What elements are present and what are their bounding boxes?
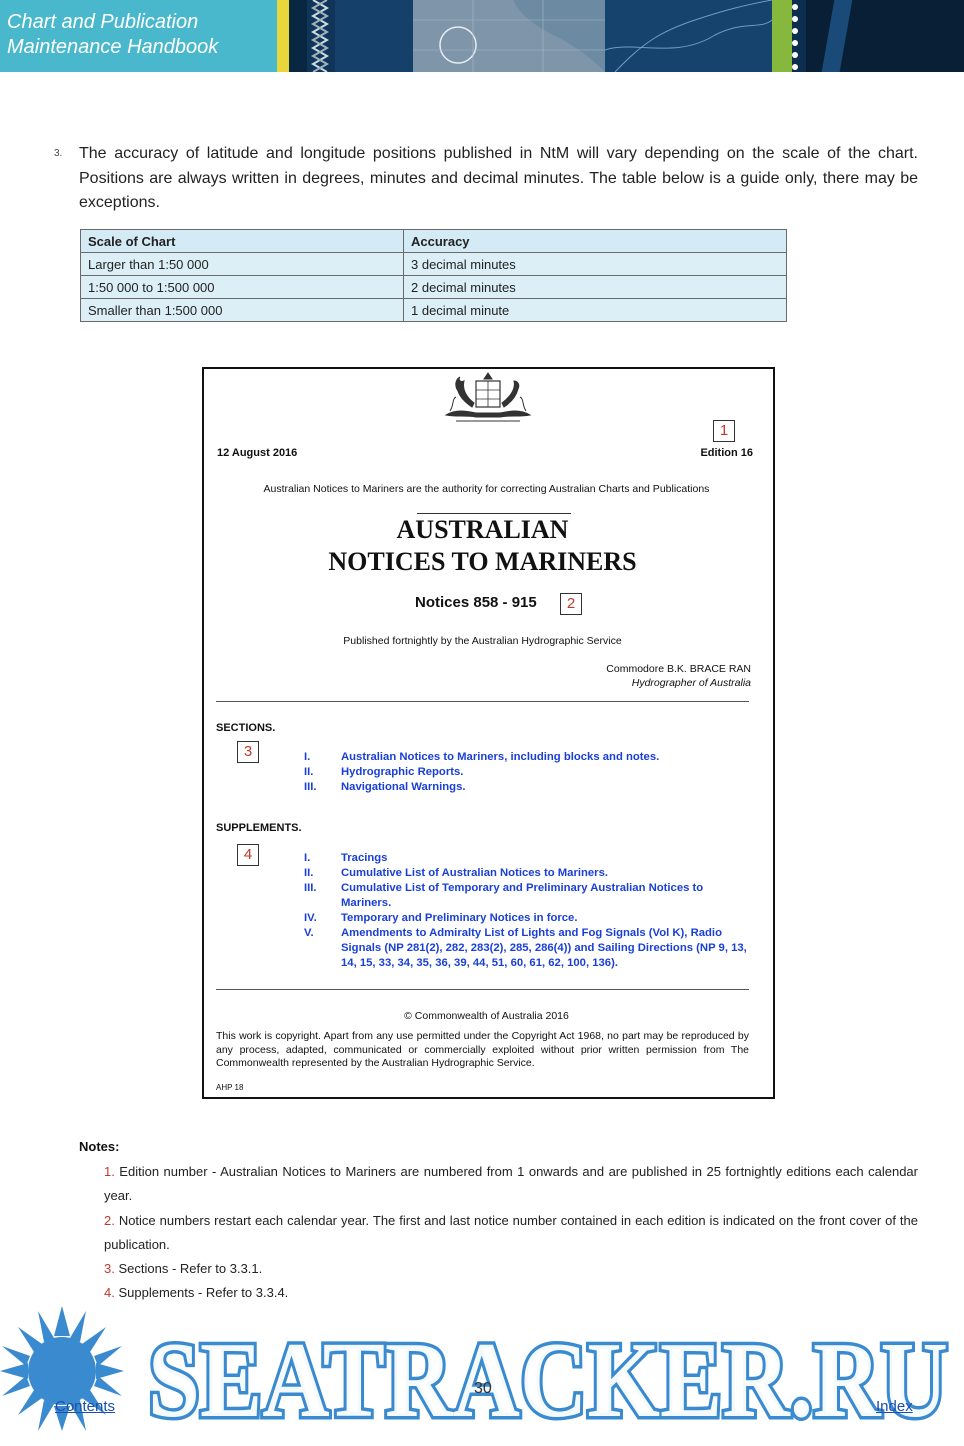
- marker-3: 3: [237, 741, 259, 763]
- seatracker-watermark: [0, 1306, 964, 1431]
- list-item-text: Tracings: [341, 852, 388, 864]
- banner-chart-image-2: [605, 0, 772, 72]
- marker-4: 4: [237, 844, 259, 866]
- list-item-text: Hydrographic Reports.: [341, 766, 464, 778]
- list-item[interactable]: [304, 911, 747, 926]
- banner-right-panel: [806, 0, 964, 72]
- cover-edition: Edition 16: [700, 447, 753, 459]
- table-row: [81, 299, 787, 322]
- list-item-number: V.: [304, 927, 314, 939]
- list-item-text: Navigational Warnings.: [341, 781, 466, 793]
- handbook-title: [7, 10, 218, 60]
- banner-dots: [792, 0, 806, 72]
- watermark-text-fill: SEATRACKER.RU: [148, 1321, 948, 1431]
- note-text: Edition number - Australian Notices to Mariners are numbered from 1 onwards and are published in 25 fortnightly editions each calendar year.: [104, 1164, 918, 1204]
- table-row: [81, 276, 787, 299]
- list-item[interactable]: [304, 765, 747, 780]
- table-header-cell: Accuracy: [404, 230, 787, 253]
- accuracy-paragraph: The accuracy of latitude and longitude positions published in NtM will vary depending on the scale of the chart. Positions are always written in degrees, minutes and decimal minutes. The table below is a guide only, there may be exceptions.: [79, 145, 918, 211]
- paragraph-number: 3.: [54, 148, 63, 159]
- cover-title-line2: NOTICES TO MARINERS: [328, 547, 637, 576]
- note-number: 3.: [104, 1261, 115, 1277]
- notes-list: [104, 1160, 918, 1306]
- note-text: Notice numbers restart each calendar year. The first and last notice number contained in each edition is indicated on the front cover of the publication.: [104, 1212, 918, 1252]
- list-item[interactable]: [304, 881, 747, 911]
- sections-heading: SECTIONS.: [216, 722, 276, 734]
- list-item[interactable]: [304, 750, 747, 765]
- note-number: 1.: [104, 1164, 115, 1179]
- divider: [216, 989, 749, 990]
- list-item[interactable]: [304, 866, 747, 881]
- list-item-text: Amendments to Admiralty List of Lights and Fog Signals (Vol K), Radio Signals (NP 281(2), 282, 283(2), 285, 286(4)) and Sailing Directions (NP 9, 13, 14, 15, 33, 34, 35, 36, 39, 44, 51, 60, 61, 62, 100, 136).: [341, 927, 747, 969]
- marker-2: 2: [560, 593, 582, 615]
- cover-date: 12 August 2016: [217, 447, 298, 459]
- cover-published-text: Published fortnightly by the Australian Hydrographic Service: [343, 635, 622, 647]
- list-item-number: I.: [304, 751, 311, 763]
- list-item-text: Temporary and Preliminary Notices in force.: [341, 912, 578, 924]
- table-cell: 2 decimal minutes: [404, 276, 787, 299]
- banner-rope-image: [307, 0, 335, 72]
- copyright-body: This work is copyright. Apart from any use permitted under the Copyright Act 1968, no part may be reproduced by any process, adapted, communicated or commercially exploited without prior written permission from The Commonwealth represented by the Australian Hydrographic Service.: [216, 1030, 749, 1069]
- hydrographer-title: Hydrographer of Australia: [631, 677, 751, 689]
- list-item-number: II.: [304, 867, 314, 879]
- copyright-title: © Commonwealth of Australia 2016: [404, 1010, 569, 1022]
- list-item-number: I.: [304, 852, 311, 864]
- note-text: Sections - Refer to 3.3.1.: [118, 1261, 263, 1277]
- note-text: Supplements - Refer to 3.3.4.: [118, 1285, 289, 1301]
- contents-link[interactable]: Contents: [55, 1398, 116, 1415]
- sections-list: [304, 750, 747, 795]
- list-item-text: Australian Notices to Mariners, including blocks and notes.: [341, 751, 660, 763]
- publication-code: AHP 18: [216, 1083, 244, 1092]
- cover-title-line1: AUSTRALIAN: [396, 515, 569, 544]
- watermark-text: SEATRACKER.RU: [148, 1321, 948, 1431]
- list-item-number: III.: [304, 781, 317, 793]
- commodore-name: Commodore B.K. BRACE RAN: [606, 663, 751, 675]
- cover-signatory: [606, 662, 751, 690]
- supplements-heading: SUPPLEMENTS.: [216, 822, 302, 834]
- table-cell: 1:50 000 to 1:500 000: [81, 276, 404, 299]
- note-number: 2.: [104, 1212, 115, 1228]
- banner-chart-image: [413, 0, 605, 72]
- marker-1: 1: [713, 420, 735, 442]
- divider: [417, 513, 571, 514]
- index-link[interactable]: Index: [876, 1398, 913, 1415]
- notes-heading: Notes:: [79, 1139, 120, 1154]
- table-header-cell: Scale of Chart: [81, 230, 404, 253]
- list-item-number: IV.: [304, 912, 317, 924]
- note-number: 4.: [104, 1285, 115, 1301]
- divider: [216, 701, 749, 702]
- supplements-list: [304, 851, 747, 971]
- list-item: [104, 1281, 918, 1305]
- accuracy-table: [80, 229, 787, 322]
- header-title-box: [0, 0, 277, 72]
- banner-dark-stripe: [289, 0, 307, 72]
- list-item-number: II.: [304, 766, 314, 778]
- header-banner: [0, 0, 964, 72]
- banner-yellow-stripe: [277, 0, 289, 72]
- table-row: [81, 253, 787, 276]
- list-item: [104, 1160, 918, 1209]
- list-item-text: Cumulative List of Australian Notices to Mariners.: [341, 867, 608, 879]
- coat-of-arms-icon: [436, 371, 540, 425]
- table-cell: 1 decimal minute: [404, 299, 787, 322]
- banner-navy-panel: [335, 0, 413, 72]
- list-item[interactable]: [304, 926, 747, 971]
- table-cell: 3 decimal minutes: [404, 253, 787, 276]
- table-cell: Larger than 1:50 000: [81, 253, 404, 276]
- cover-authority-text: Australian Notices to Mariners are the authority for correcting Australian Charts and Publications: [263, 483, 710, 495]
- banner-green-stripe: [772, 0, 792, 72]
- table-header-row: [81, 230, 787, 253]
- ntm-cover-page: [202, 367, 775, 1099]
- cover-notices-range: Notices 858 - 915: [415, 594, 537, 611]
- list-item-number: III.: [304, 882, 317, 894]
- table-cell: Smaller than 1:500 000: [81, 299, 404, 322]
- list-item[interactable]: [304, 851, 747, 866]
- page-number: 30: [474, 1380, 492, 1397]
- handbook-title-line2: Maintenance Handbook: [7, 36, 219, 58]
- list-item: [104, 1257, 918, 1281]
- handbook-title-line1: Chart and Publication: [7, 11, 199, 33]
- list-item: [104, 1209, 918, 1258]
- list-item[interactable]: [304, 780, 747, 795]
- list-item-text: Cumulative List of Temporary and Preliminary Australian Notices to Mariners.: [341, 882, 704, 909]
